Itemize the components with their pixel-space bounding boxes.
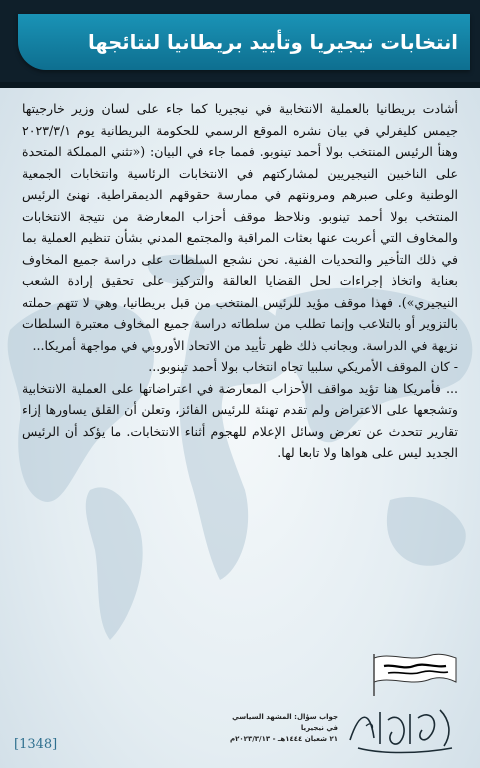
paragraph: - كان الموقف الأمريكي سلبيا تجاه انتخاب بولا أحمد تينوبو... xyxy=(148,359,458,374)
paragraph: أشادت بريطانيا بالعملية الانتخابية في نيجيريا كما جاء على لسان وزير خارجيتها جيمس كليفرلي في بيان نشره الموقع الرسمي للحكومة البريطانية يوم ٢٠٢٣/٣/١ وهنأ الرئيس المنتخب بولا أحمد تينوبو. فمما جاء في البيان: («تثني المملكة المتحدة على الناخبين النيجيريين لمشاركتهم في الانتخابات الرئاسية وانتخابات الجمعية الوطنية وعلى صبرهم ومرونتهم في ممارسة حقوقهم الديمقراطية. نهنئ الرئيس المنتخب بولا أحمد تينوبو. ونلاحظ موقف أحزاب المعارضة من نتيجة الانتخابات والمخاوف التي أعربت عنها بعثات المراقبة والمجتمع المدني بشأن تنظيم العملية بما في ذلك التأخير والتحديات الفنية. نحن نشجع السلطات على دراسة جميع المخاوف بعناية واتخاذ إجراءات لحل القضايا العالقة والتركيز على تحقيق إرادة الشعب النيجيري»). فهذا موقف مؤيد للرئيس المنتخب من قبل بريطانيا، وهي لا تتهم حملته بالتزوير أو بالتلاعب وإنما تطلب من سلطاته دراسة جميع المخاوف معتبرة السلطات نزيهة في الدراسة. وبجانب ذلك ظهر تأييد من الاتحاد الأوروبي في مواجهة أمريكا... xyxy=(22,101,458,353)
caption-title: جواب سؤال: المشهد السياسي في نيجيريا xyxy=(232,713,338,732)
calligraphy-logo xyxy=(340,700,460,760)
paragraph: ... فأمريكا هنا تؤيد مواقف الأحزاب المعارضة في اعتراضاتها على العملية الانتخابية وتشجعها على الاعتراض ولم تقدم تهنئة للرئيس الفائز، وتعلن أن القلق يساورها إزاء تقارير تتحدث عن تعرض وسائل الإعلام للهجوم أثناء الانتخابات. ما يؤكد أن الرئيس الجديد ليس على هواها ولا تابعا لها. xyxy=(22,380,458,460)
page-number: [1348] xyxy=(14,737,58,752)
flag-icon xyxy=(370,648,460,698)
footer-caption xyxy=(220,712,338,745)
header-divider xyxy=(0,82,480,88)
caption-date: ٢١ شعبان ١٤٤٤هـ - ٢٠٢٣/٣/١٣م xyxy=(229,735,338,743)
article-body xyxy=(22,98,458,464)
page-title: انتخابات نيجيريا وتأييد بريطانيا لنتائجها xyxy=(88,31,458,54)
